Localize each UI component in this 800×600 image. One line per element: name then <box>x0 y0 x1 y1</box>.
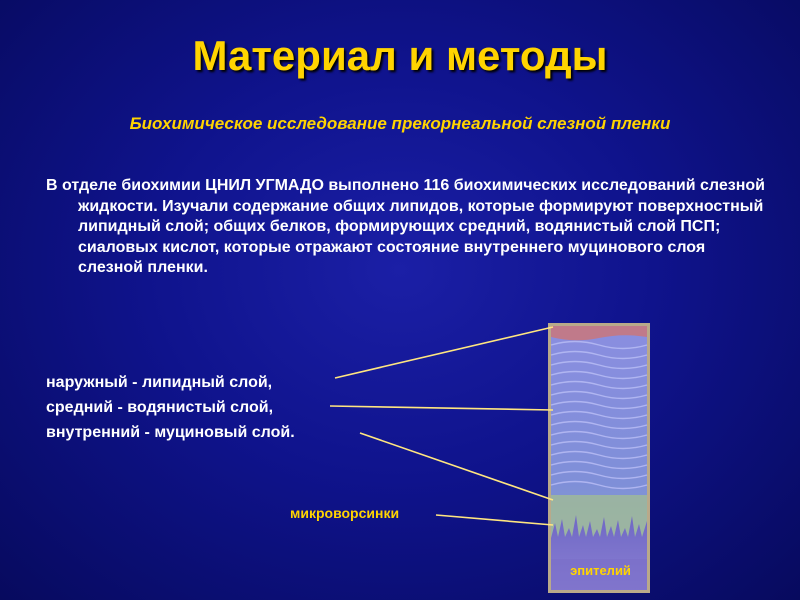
slide-title: Материал и методы <box>192 32 608 79</box>
layer-inner-label: внутренний - муциновый слой. <box>46 424 295 441</box>
epithelium-label: эпителий <box>570 563 631 578</box>
layer-list <box>46 370 386 445</box>
pointer-line-microvilli <box>436 515 553 525</box>
body-paragraph: В отделе биохимии ЦНИЛ УГМАДО выполнено 116 биохимических исследований слезной жидкости. Изучали содержание общих липидов, которые формируют поверхностный липидный слой; общих белков, формирующих средний, водянистый слой ПСП; сиаловых кислот, которые отражают состояние внутреннего муцинового слоя слезной пленки. <box>46 177 765 276</box>
layer-outer-label: наружный - липидный слой, <box>46 374 273 391</box>
slide-subtitle: Биохимическое исследование прекорнеальной слезной пленки <box>129 114 671 133</box>
layer-middle-label: средний - водянистый слой, <box>46 399 274 416</box>
microvilli-label: микроворсинки <box>290 505 400 521</box>
tear-film-diagram <box>548 323 650 593</box>
pointer-line-mucin <box>360 433 553 500</box>
